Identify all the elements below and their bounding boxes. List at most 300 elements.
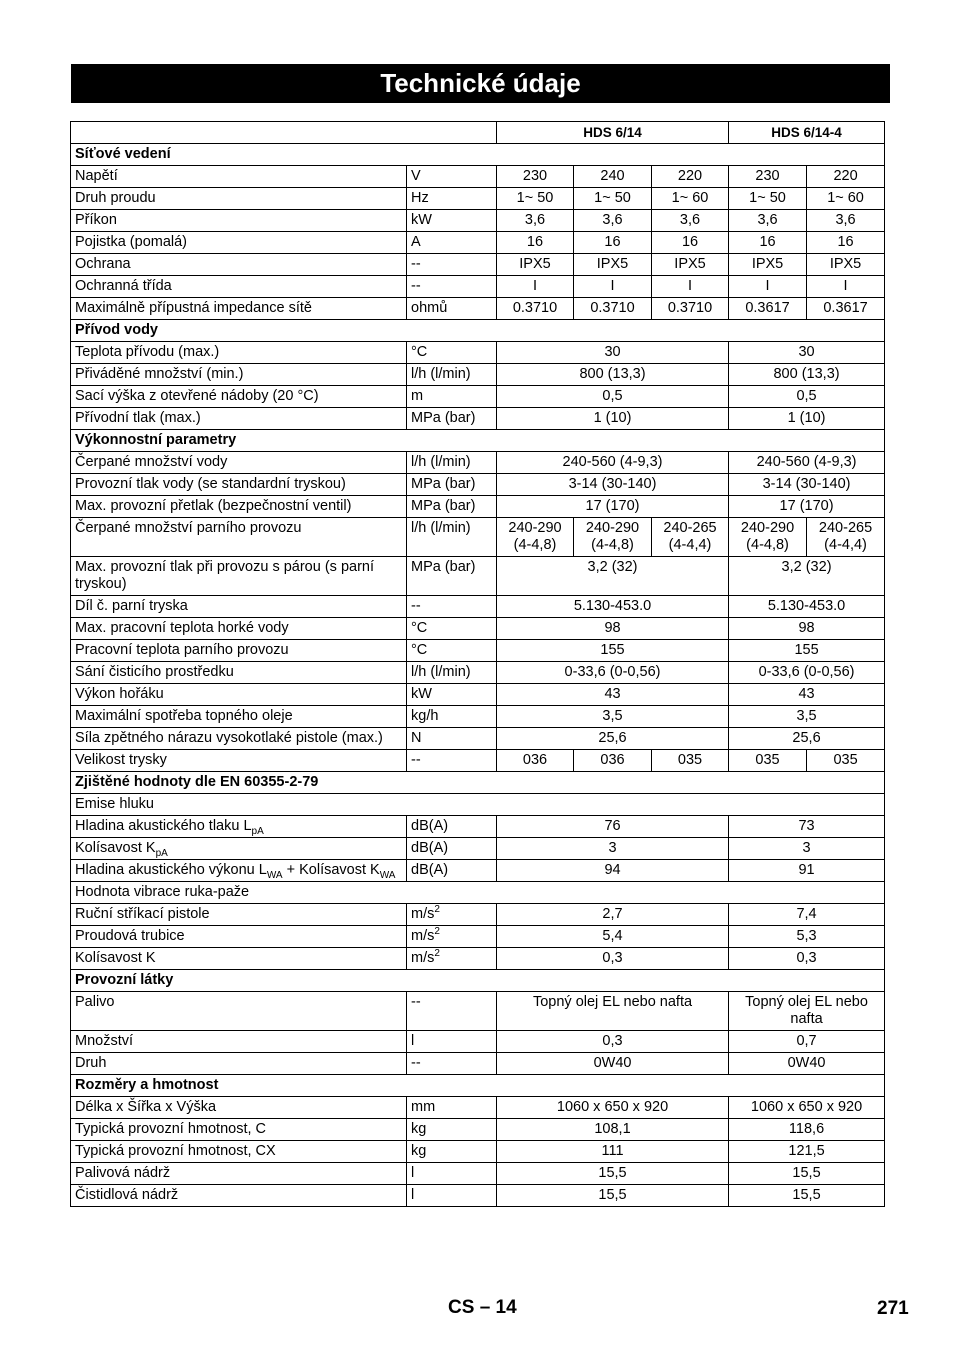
row-label <box>71 188 407 210</box>
row-label-text: Kolísavost K <box>75 950 156 966</box>
value-cell-model-a: 15,5 <box>497 1163 729 1185</box>
row-unit-text: kg <box>411 1121 427 1137</box>
table-row <box>71 1031 885 1053</box>
row-label <box>71 474 407 496</box>
row-unit-text: MPa (bar) <box>411 476 476 492</box>
row-unit-text: l <box>411 1165 415 1181</box>
row-unit <box>407 1119 497 1141</box>
value-cell-model-a: 5,4 <box>497 926 729 948</box>
row-unit <box>407 298 497 320</box>
value-cell: 240-290 (4-4,8) <box>729 518 807 557</box>
label-subscript: pA <box>251 825 264 837</box>
row-unit <box>407 1031 497 1053</box>
table-row <box>71 254 885 276</box>
row-label-text: Typická provozní hmotnost, C <box>75 1121 266 1137</box>
row-label-text: Kolísavost K <box>75 840 156 856</box>
table-row <box>71 750 885 772</box>
row-label <box>71 860 407 882</box>
subheading-cell: Hodnota vibrace ruka-paže <box>71 882 885 904</box>
row-unit <box>407 1097 497 1119</box>
table-row <box>71 618 885 640</box>
row-unit-text: Hz <box>411 190 429 206</box>
table-row <box>71 1141 885 1163</box>
table-row <box>71 518 885 557</box>
row-unit <box>407 618 497 640</box>
value-cell-model-a: 108,1 <box>497 1119 729 1141</box>
value-cell-model-a: 155 <box>497 640 729 662</box>
table-row <box>71 1053 885 1075</box>
row-unit <box>407 1141 497 1163</box>
unit-superscript: 2 <box>434 926 440 938</box>
row-unit-text: -- <box>411 752 421 768</box>
value-cell: 3,6 <box>652 210 729 232</box>
value-cell: 036 <box>574 750 652 772</box>
row-label <box>71 904 407 926</box>
value-cell: 16 <box>729 232 807 254</box>
table-row <box>71 662 885 684</box>
section-row <box>71 144 885 166</box>
row-unit <box>407 596 497 618</box>
row-unit <box>407 684 497 706</box>
row-unit <box>407 408 497 430</box>
row-unit-text: A <box>411 234 421 250</box>
row-label <box>71 750 407 772</box>
row-label <box>71 496 407 518</box>
value-cell: 1~ 60 <box>652 188 729 210</box>
footer-lang-page <box>448 1297 517 1319</box>
row-unit <box>407 1053 497 1075</box>
value-cell: 0.3710 <box>574 298 652 320</box>
row-label-text: Délka x Šířka x Výška <box>75 1099 217 1115</box>
value-cell: 220 <box>807 166 885 188</box>
value-cell-model-b: 91 <box>729 860 885 882</box>
value-cell-model-a: 0,3 <box>497 948 729 970</box>
row-unit <box>407 210 497 232</box>
row-label <box>71 166 407 188</box>
value-cell-model-b: 15,5 <box>729 1163 885 1185</box>
table-row <box>71 992 885 1031</box>
table-row <box>71 838 885 860</box>
value-cell-model-b: 0,7 <box>729 1031 885 1053</box>
row-label <box>71 992 407 1031</box>
row-label-text: Ruční stříkací pistole <box>75 906 210 922</box>
value-cell-model-a: 0-33,6 (0-0,56) <box>497 662 729 684</box>
value-cell-model-b: 98 <box>729 618 885 640</box>
row-label-text: Druh <box>75 1055 107 1071</box>
row-label <box>71 816 407 838</box>
row-label <box>71 728 407 750</box>
row-unit-text: l/h (l/min) <box>411 520 471 536</box>
footer-page-number: 271 <box>877 1298 909 1319</box>
table-row <box>71 706 885 728</box>
value-cell: 230 <box>729 166 807 188</box>
row-label-text: Palivová nádrž <box>75 1165 171 1181</box>
table-row <box>71 596 885 618</box>
row-unit <box>407 386 497 408</box>
value-cell-model-b: 30 <box>729 342 885 364</box>
row-label <box>71 452 407 474</box>
row-unit-text: -- <box>411 598 421 614</box>
section-title: Přívod vody <box>71 320 885 342</box>
row-label <box>71 254 407 276</box>
value-cell-model-a: 1 (10) <box>497 408 729 430</box>
value-cell-model-b: 800 (13,3) <box>729 364 885 386</box>
value-cell: I <box>497 276 574 298</box>
value-cell-model-b: 3,5 <box>729 706 885 728</box>
row-unit <box>407 166 497 188</box>
row-unit <box>407 1163 497 1185</box>
row-unit <box>407 496 497 518</box>
row-label <box>71 557 407 596</box>
row-label <box>71 640 407 662</box>
value-cell-model-a: 76 <box>497 816 729 838</box>
value-cell: 240-265 (4-4,4) <box>807 518 885 557</box>
value-cell: 0.3710 <box>497 298 574 320</box>
row-unit <box>407 904 497 926</box>
row-unit-text: l/h (l/min) <box>411 664 471 680</box>
row-unit <box>407 474 497 496</box>
table-row <box>71 408 885 430</box>
row-label <box>71 364 407 386</box>
row-label <box>71 1031 407 1053</box>
section-row <box>71 1075 885 1097</box>
row-unit-text: -- <box>411 1055 421 1071</box>
value-cell: IPX5 <box>807 254 885 276</box>
row-unit <box>407 860 497 882</box>
table-row <box>71 1163 885 1185</box>
value-cell-model-b: 1060 x 650 x 920 <box>729 1097 885 1119</box>
row-label-text: Pracovní teplota parního provozu <box>75 642 289 658</box>
value-cell-model-a: 15,5 <box>497 1185 729 1207</box>
row-unit <box>407 452 497 474</box>
value-cell: IPX5 <box>574 254 652 276</box>
row-unit-text: °C <box>411 642 428 658</box>
table-row <box>71 474 885 496</box>
value-cell: I <box>652 276 729 298</box>
row-unit-text: °C <box>411 620 428 636</box>
row-label <box>71 1053 407 1075</box>
table-row <box>71 926 885 948</box>
row-unit <box>407 640 497 662</box>
section-title: Výkonnostní parametry <box>71 430 885 452</box>
section-title: Rozměry a hmotnost <box>71 1075 885 1097</box>
value-cell-model-a: 0W40 <box>497 1053 729 1075</box>
row-label <box>71 1097 407 1119</box>
value-cell-model-b: 15,5 <box>729 1185 885 1207</box>
table-row <box>71 684 885 706</box>
row-unit <box>407 232 497 254</box>
table-row <box>71 1119 885 1141</box>
row-unit-text: m/s <box>411 950 435 966</box>
table-row <box>71 276 885 298</box>
row-label-text: Maximálně přípustná impedance sítě <box>75 300 312 316</box>
value-cell-model-a: 25,6 <box>497 728 729 750</box>
row-unit-text: l/h (l/min) <box>411 454 471 470</box>
value-cell-model-b: 0,3 <box>729 948 885 970</box>
value-cell-model-b: 7,4 <box>729 904 885 926</box>
value-cell-model-b: 17 (170) <box>729 496 885 518</box>
section-row <box>71 430 885 452</box>
value-cell: 3,6 <box>497 210 574 232</box>
value-cell-model-b: 0-33,6 (0-0,56) <box>729 662 885 684</box>
value-cell-model-a: 2,7 <box>497 904 729 926</box>
row-label <box>71 596 407 618</box>
value-cell: 240 <box>574 166 652 188</box>
value-cell-model-a: 94 <box>497 860 729 882</box>
value-cell: IPX5 <box>497 254 574 276</box>
value-cell: 220 <box>652 166 729 188</box>
value-cell: 1~ 50 <box>497 188 574 210</box>
value-cell: 3,6 <box>574 210 652 232</box>
label-subscript-2: WA <box>379 869 396 881</box>
value-cell: I <box>807 276 885 298</box>
row-unit-text: ohmů <box>411 300 448 316</box>
row-label-text: Napětí <box>75 168 118 184</box>
row-unit <box>407 750 497 772</box>
value-cell: 1~ 60 <box>807 188 885 210</box>
row-label-text: Přívodní tlak (max.) <box>75 410 201 426</box>
value-cell-model-a: 111 <box>497 1141 729 1163</box>
row-label-text: Díl č. parní tryska <box>75 598 188 614</box>
section-row <box>71 772 885 794</box>
row-unit <box>407 254 497 276</box>
row-label <box>71 342 407 364</box>
row-unit-text: dB(A) <box>411 862 449 878</box>
value-cell-model-b: 5,3 <box>729 926 885 948</box>
value-cell: I <box>574 276 652 298</box>
row-unit-text: kg <box>411 1143 427 1159</box>
row-label <box>71 298 407 320</box>
value-cell-model-a: 0,3 <box>497 1031 729 1053</box>
value-cell-model-b: Topný olej EL nebo nafta <box>729 992 885 1031</box>
row-unit-text: l/h (l/min) <box>411 366 471 382</box>
row-unit-text: kg/h <box>411 708 439 724</box>
value-cell-model-b: 118,6 <box>729 1119 885 1141</box>
value-cell-model-b: 240-560 (4-9,3) <box>729 452 885 474</box>
value-cell-model-a: 3,5 <box>497 706 729 728</box>
value-cell: 3,6 <box>807 210 885 232</box>
table-row <box>71 298 885 320</box>
table-row <box>71 1097 885 1119</box>
value-cell: 16 <box>497 232 574 254</box>
value-cell: I <box>729 276 807 298</box>
label-subscript: WA <box>266 869 283 881</box>
value-cell: 036 <box>497 750 574 772</box>
subheading-cell: Emise hluku <box>71 794 885 816</box>
value-cell-model-a: 30 <box>497 342 729 364</box>
table-row <box>71 210 885 232</box>
value-cell-model-b: 25,6 <box>729 728 885 750</box>
row-label-text: Přiváděné množství (min.) <box>75 366 244 382</box>
row-label-text: Pojistka (pomalá) <box>75 234 188 250</box>
row-label-text: Palivo <box>75 994 115 1010</box>
value-cell: 035 <box>729 750 807 772</box>
value-cell-model-a: Topný olej EL nebo nafta <box>497 992 729 1031</box>
row-unit <box>407 926 497 948</box>
row-unit <box>407 188 497 210</box>
table-row <box>71 386 885 408</box>
row-label <box>71 838 407 860</box>
value-cell: 0.3617 <box>729 298 807 320</box>
row-label <box>71 662 407 684</box>
row-label-text: Sací výška z otevřené nádoby (20 °C) <box>75 388 319 404</box>
row-label-text: Max. provozní tlak při provozu s párou (s parní tryskou) <box>75 559 374 592</box>
unit-superscript: 2 <box>434 948 440 960</box>
table-row <box>71 557 885 596</box>
value-cell-model-a: 17 (170) <box>497 496 729 518</box>
value-cell-model-a: 240-560 (4-9,3) <box>497 452 729 474</box>
row-label-text-2: + Kolísavost K <box>282 862 380 878</box>
value-cell: 240-290 (4-4,8) <box>574 518 652 557</box>
table-row <box>71 816 885 838</box>
footer-lang: CS <box>448 1297 475 1318</box>
row-unit-text: kW <box>411 212 432 228</box>
value-cell-model-b: 1 (10) <box>729 408 885 430</box>
table-row <box>71 452 885 474</box>
row-unit <box>407 662 497 684</box>
row-unit <box>407 728 497 750</box>
value-cell-model-a: 0,5 <box>497 386 729 408</box>
unit-superscript: 2 <box>434 904 440 916</box>
model-header-a: HDS 6/14 <box>497 122 729 144</box>
row-label <box>71 1119 407 1141</box>
row-label <box>71 1141 407 1163</box>
value-cell-model-a: 98 <box>497 618 729 640</box>
value-cell: 0.3617 <box>807 298 885 320</box>
value-cell: 3,6 <box>729 210 807 232</box>
value-cell-model-b: 0W40 <box>729 1053 885 1075</box>
value-cell-model-a: 5.130-453.0 <box>497 596 729 618</box>
row-unit-text: MPa (bar) <box>411 559 476 575</box>
value-cell-model-a: 3 <box>497 838 729 860</box>
value-cell-model-b: 3 <box>729 838 885 860</box>
table-row <box>71 1185 885 1207</box>
table-row <box>71 496 885 518</box>
row-label <box>71 684 407 706</box>
table-row <box>71 860 885 882</box>
value-cell: 16 <box>652 232 729 254</box>
footer-page: – 14 <box>479 1297 517 1318</box>
row-unit-text: m <box>411 388 424 404</box>
value-cell-model-b: 73 <box>729 816 885 838</box>
row-unit <box>407 557 497 596</box>
row-unit-text: dB(A) <box>411 840 449 856</box>
row-label-text: Ochranná třída <box>75 278 172 294</box>
table-row <box>71 794 885 816</box>
row-label-text: Čerpané množství parního provozu <box>75 520 302 536</box>
row-unit-text: -- <box>411 278 421 294</box>
row-unit <box>407 838 497 860</box>
row-label-text: Množství <box>75 1033 134 1049</box>
value-cell-model-a: 43 <box>497 684 729 706</box>
row-unit <box>407 816 497 838</box>
value-cell: 240-265 (4-4,4) <box>652 518 729 557</box>
value-cell-model-b: 3,2 (32) <box>729 557 885 596</box>
row-label <box>71 948 407 970</box>
row-label <box>71 210 407 232</box>
value-cell: 230 <box>497 166 574 188</box>
row-unit <box>407 518 497 557</box>
value-cell-model-a: 1060 x 650 x 920 <box>497 1097 729 1119</box>
row-label-text: Max. pracovní teplota horké vody <box>75 620 289 636</box>
value-cell: 035 <box>807 750 885 772</box>
value-cell-model-b: 43 <box>729 684 885 706</box>
row-unit-text: MPa (bar) <box>411 498 476 514</box>
table-row <box>71 904 885 926</box>
row-label-text: Druh proudu <box>75 190 156 206</box>
header-empty-cell <box>71 122 497 144</box>
row-label-text: Maximální spotřeba topného oleje <box>75 708 293 724</box>
row-label-text: Provozní tlak vody (se standardní tryskou) <box>75 476 346 492</box>
value-cell: 16 <box>574 232 652 254</box>
section-title: Provozní látky <box>71 970 885 992</box>
value-cell: 1~ 50 <box>574 188 652 210</box>
value-cell: 16 <box>807 232 885 254</box>
row-label-text: Proudová trubice <box>75 928 185 944</box>
row-unit-text: -- <box>411 256 421 272</box>
row-label-text: Hladina akustického výkonu L <box>75 862 267 878</box>
row-unit-text: MPa (bar) <box>411 410 476 426</box>
value-cell-model-a: 3-14 (30-140) <box>497 474 729 496</box>
spec-table <box>70 121 885 1207</box>
row-unit <box>407 992 497 1031</box>
row-label <box>71 518 407 557</box>
row-label-text: Ochrana <box>75 256 131 272</box>
row-label-text: Max. provozní přetlak (bezpečnostní ventil) <box>75 498 352 514</box>
table-row <box>71 948 885 970</box>
value-cell-model-b: 121,5 <box>729 1141 885 1163</box>
row-unit-text: °C <box>411 344 428 360</box>
section-title: Síťové vedení <box>71 144 885 166</box>
table-row <box>71 728 885 750</box>
value-cell-model-b: 0,5 <box>729 386 885 408</box>
table-header-row <box>71 122 885 144</box>
row-unit-text: kW <box>411 686 432 702</box>
label-subscript: pA <box>155 847 168 859</box>
section-row <box>71 320 885 342</box>
table-row <box>71 232 885 254</box>
value-cell-model-a: 3,2 (32) <box>497 557 729 596</box>
row-label-text: Teplota přívodu (max.) <box>75 344 220 360</box>
row-label <box>71 1185 407 1207</box>
value-cell: 035 <box>652 750 729 772</box>
row-unit <box>407 706 497 728</box>
model-header-b: HDS 6/14-4 <box>729 122 885 144</box>
row-label-text: Síla zpětného nárazu vysokotlaké pistole (max.) <box>75 730 383 746</box>
value-cell: IPX5 <box>652 254 729 276</box>
section-title: Zjištěné hodnoty dle EN 60355-2-79 <box>71 772 885 794</box>
row-label <box>71 386 407 408</box>
row-label-text: Příkon <box>75 212 117 228</box>
row-label <box>71 926 407 948</box>
table-row <box>71 882 885 904</box>
value-cell-model-b: 5.130-453.0 <box>729 596 885 618</box>
row-unit <box>407 948 497 970</box>
value-cell-model-b: 155 <box>729 640 885 662</box>
row-label <box>71 618 407 640</box>
row-label-text: Výkon hořáku <box>75 686 164 702</box>
row-unit-text: N <box>411 730 422 746</box>
value-cell: 240-290 (4-4,8) <box>497 518 574 557</box>
section-row <box>71 970 885 992</box>
row-unit-text: V <box>411 168 421 184</box>
row-label <box>71 1163 407 1185</box>
value-cell: IPX5 <box>729 254 807 276</box>
row-unit-text: m/s <box>411 906 435 922</box>
row-unit <box>407 364 497 386</box>
value-cell-model-b: 3-14 (30-140) <box>729 474 885 496</box>
row-label-text: Typická provozní hmotnost, CX <box>75 1143 276 1159</box>
